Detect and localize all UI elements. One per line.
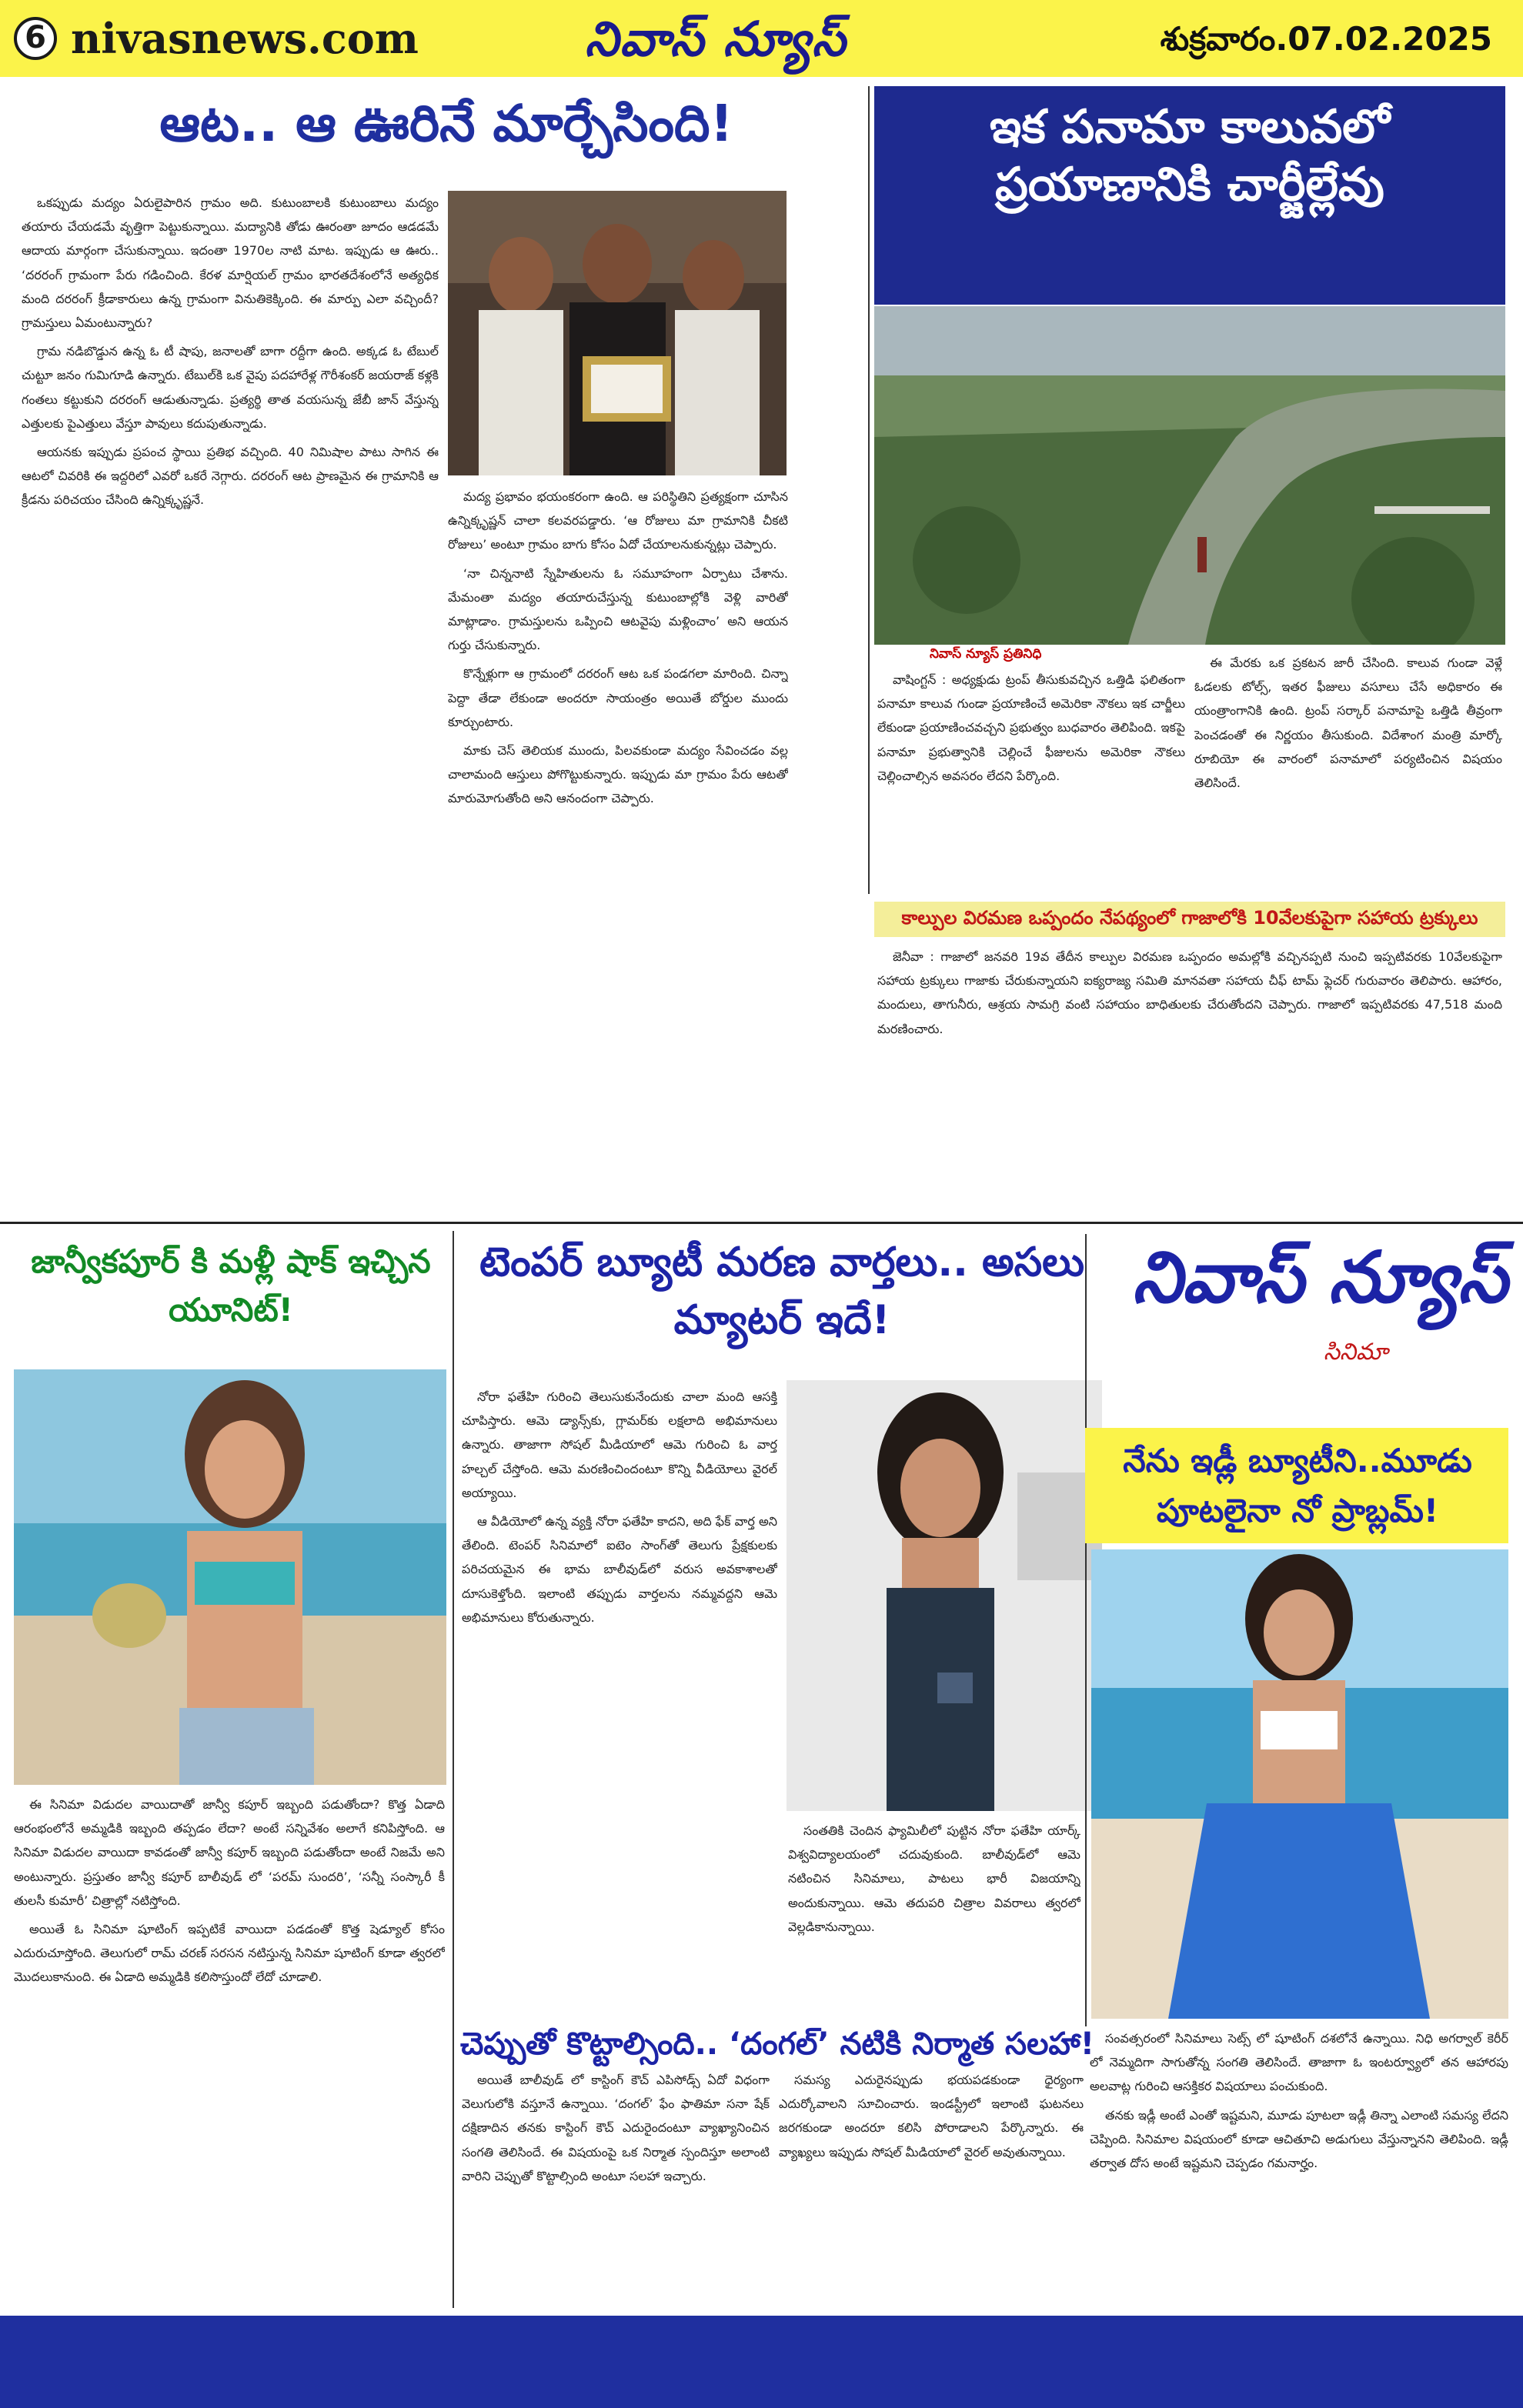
paragraph: వాషింగ్టన్ : అధ్యక్షుడు ట్రంప్ తీసుకువచ్చిన ఒత్తిడి ఫలితంగా పనామా కాలువ గుండా ప్రయాణించే అమెరికా నౌకలు ఇక చార్జీలు లేకుండా ప్రయాణించవచ్చని ప్రభుత్వం బుధవారం తెలిపింది. ఇకపై పనామా ప్రభుత్వానికి చెల్లించే ఫీజులను అమెరికా నౌకలు చెల్లించాల్సిన అవసరం లేదని పేర్కొంది. [877, 672, 1185, 783]
nora-photo-illustration [787, 1380, 1102, 1811]
actress-beach-photo [1091, 1549, 1508, 2019]
panama-story-col1 [877, 668, 1185, 899]
gaza-story-body [877, 945, 1502, 1206]
paragraph: గ్రామ నడిబొడ్డున ఉన్న ఓ టీ షాపు, జనాలతో బాగా రద్దీగా ఉంది. అక్కడ ఓ టేబుల్ చుట్టూ జనం గుమిగూడి ఉన్నారు. టేబుల్‌కి ఒక వైపు పదహారేళ్ల గౌరీశంకర్ జయరాజ్ కళ్లకి గంతలు కట్టుకుని దరరంగ్ ఆడుతున్నాడు. ప్రత్యర్థి తాత వయసున్న జేబీ జాన్ వేస్తున్న ఎత్తులకు పైఎత్తులు వేస్తూ పావులు కదుపుతున్నాడు. [22, 344, 439, 431]
paragraph: ఆ వీడియోలో ఉన్న వ్యక్తి నోరా ఫతేహి కాదని, అది ఫేక్ వార్త అని తేలింది. టెంపర్ సినిమాలో ఐటెం సాంగ్‌తో తెలుగు ప్రేక్షకులకు పరిచయమైన ఈ భామ బాలీవుడ్‌లో వరుస అవకాశాలతో దూసుకెళ్తోంది. ఇలాంటి తప్పుడు వార్తలను నమ్మవద్దని ఆమె అభిమానులు కోరుతున్నారు. [462, 1513, 777, 1625]
masthead [0, 0, 1523, 77]
village-photo-illustration [448, 191, 787, 475]
paragraph: నోరా ఫతేహి గురించి తెలుసుకునేందుకు చాలా మంది ఆసక్తి చూపిస్తారు. ఆమె డ్యాన్స్‌కు, గ్లామర్‌కు లక్షలాది అభిమానులు ఉన్నారు. తాజాగా సోషల్ మీడియాలో ఆమె గురించి ఓ వార్త హల్చల్ చేస్తోంది. ఆమె మరణించిందంటూ కొన్ని వీడియోలు వైరల్ అయ్యాయి. [462, 1389, 777, 1500]
nora-story-col2 [788, 1819, 1080, 2019]
dangal-story-col2 [779, 2068, 1084, 2306]
idli-story-body [1090, 2026, 1508, 2308]
section-divider [0, 1222, 1523, 1224]
column-divider [453, 1231, 454, 2308]
paper-name: నివాస్ న్యూస్ [585, 11, 847, 67]
paragraph: సమస్య ఎదురైనప్పుడు భయపడకుండా ధైర్యంగా ఎదుర్కోవాలని సూచించారు. ఇండస్ట్రీలో ఇలాంటి ఘటనలు జరగకుండా అందరూ కలిసి పోరాడాలని పేర్కొన్నారు. ఈ వ్యాఖ్యలు ఇప్పుడు సోషల్ మీడియాలో వైరల్ అవుతున్నాయి. [779, 2073, 1084, 2160]
footer-band [0, 2316, 1523, 2408]
paragraph: మాకు చెస్ తెలియక ముందు, పిలవకుండా మద్యం సేవించడం వల్ల చాలామంది ఆస్తులు పోగొట్టుకున్నారు. ఇప్పుడు మా గ్రామం పేరు ఆటతో మారుమోగుతోంది అని ఆనందంగా చెప్పారు. [448, 742, 788, 806]
panama-canal-photo [874, 306, 1505, 645]
nora-event-photo [787, 1380, 1102, 1811]
village-men-with-award-photo [448, 191, 787, 475]
janhvi-photo-illustration [14, 1369, 446, 1785]
paragraph: కొన్నేళ్లుగా ఆ గ్రామంలో దరరంగ్ ఆట ఒక పండగలా మారింది. చిన్నా పెద్దా తేడా లేకుండా అందరూ సాయంత్రం అయితే బోర్డుల ముందు కూర్చుంటారు. [448, 666, 788, 729]
gaza-story-headline: కాల్పుల విరమణ ఒప్పందం నేపథ్యంలో గాజాలోకి 10వేలకుపైగా సహాయ ట్రక్కులు [901, 907, 1478, 929]
actress-photo-illustration [1091, 1549, 1508, 2019]
dangal-story-col1 [462, 2068, 770, 2306]
village-story-headline: ఆట.. ఆ ఊరినే మార్చేసింది! [159, 94, 733, 153]
idli-story-headline: నేను ఇడ్లీ బ్యూటీని..మూడు పూటలైనా నో ప్రాబ్లమ్! [1123, 1442, 1472, 1530]
panama-byline: నివాస్ న్యూస్ ప్రతినిధి [930, 646, 1042, 662]
paragraph: ఆయనకు ఇప్పుడు ప్రపంచ స్థాయి ప్రతిభ వచ్చింది. 40 నిమిషాల పాటు సాగిన ఈ ఆటలో చివరికి ఈ ఇద్దరిలో ఎవరో ఒకరే నెగ్గారు. దరరంగ్ ఆట ప్రాణమైన ఈ గ్రామానికి ఆ క్రీడను పరిచయం చేసింది ఉన్నిక్కృష్ణనే. [22, 444, 439, 508]
paragraph: మద్య ప్రభావం భయంకరంగా ఉంది. ఆ పరిస్థితిని ప్రత్యక్షంగా చూసిన ఉన్నిక్కృష్ణన్ చాలా కలవరపడ్డారు. ‘ఆ రోజులు మా గ్రామానికి చీకటి రోజులు’ అంటూ గ్రామం బాగు కోసం ఏదో చేయాలనుకున్నట్లు చెప్పారు. [448, 489, 788, 552]
paragraph: ఒకప్పుడు మద్యం ఏరులైపారిన గ్రామం అది. కుటుంబాలకి కుటుంబాలు మద్యం తయారు చేయడమే వృత్తిగా పెట్టుకున్నాయి. మద్యానికి తోడు ఊరంతా జూదం ఆడడమే ఆదాయ మార్గంగా చేసుకున్నాయి. ఇదంతా 1970ల నాటి మాట. ఇప్పుడు ఆ ఊరు.. ‘దరరంగ్ గ్రామంగా పేరు గడించింది. కేరళ మార్షియల్ గ్రామం భారతదేశంలోనే అత్యధిక మంది దరరంగ్ క్రీడాకారులు ఉన్న గ్రామంగా వినుతికెక్కింది. ఈ మార్పు ఎలా వచ్చిందీ? గ్రామస్తులు ఏమంటున్నారు? [22, 195, 439, 330]
paragraph: ‘నా చిన్ననాటి స్నేహితులను ఓ సమూహంగా ఏర్పాటు చేశాను. మేమంతా మద్యం తయారుచేస్తున్న కుటుంబాల్లోకి వెళ్లి వారితో మాట్లాడాం. గ్రామస్తులను ఒప్పించి ఆటవైపు మళ్లించాం’ అని ఆయన గుర్తు చేసుకున్నారు. [448, 565, 788, 653]
janhvi-story-body [14, 1793, 445, 2308]
janhvi-beach-photo [14, 1369, 446, 1785]
panama-photo-illustration [874, 306, 1505, 645]
page-number: 6 [14, 17, 57, 60]
column-divider [868, 86, 870, 894]
panama-story-col2 [1194, 651, 1502, 899]
nora-story-headline: టెంపర్ బ్యూటీ మరణ వార్తలు.. అసలు మ్యాటర్ ఇదే! [479, 1239, 1084, 1344]
site-url[interactable]: nivasnews.com [71, 14, 419, 63]
panama-story-headline: ఇక పనామా కాలువలో ప్రయాణానికి చార్జీల్లేవు [989, 100, 1391, 212]
village-story-col2 [448, 485, 788, 1008]
column-divider [1085, 1234, 1087, 2026]
dangal-story-headline: చెప్పుతో కొట్టాల్సింది.. ‘దంగల్’ నటికి నిర్మాత సలహా! [459, 2026, 1094, 2062]
paragraph: అయితే బాలీవుడ్ లో కాస్టింగ్ కౌచ్ ఎపిసోడ్స్ ఏదో విధంగా వెలుగులోకి వస్తూనే ఉన్నాయి. ‘దంగల్’ ఫేం ఫాతిమా సనా షేక్ దక్షిణాదిన తనకు కాస్టింగ్ కౌచ్ ఎదురైందంటూ వ్యాఖ్యానించిన సంగతి తెలిసిందే. ఈ విషయంపై ఒక నిర్మాత స్పందిస్తూ అలాంటి వారిని చెప్పుతో కొట్టాల్సింది అంటూ సలహా ఇచ్చారు. [462, 2073, 770, 2183]
paragraph: తనకు ఇడ్లీ అంటే ఎంతో ఇష్టమని, మూడు పూటలా ఇడ్లీ తిన్నా ఎలాంటి సమస్య లేదని చెప్పింది. సినిమాల విషయంలో కూడా ఆచితూచి అడుగులు వేస్తున్నానని తెలిపింది. ఇడ్లీ తర్వాత దోస అంటే ఇష్టమని చెప్పడం గమనార్హం. [1090, 2107, 1508, 2170]
cinema-section-brand: నివాస్ న్యూస్ [1132, 1236, 1508, 1319]
issue-date: శుక్రవారం.07.02.2025 [1160, 20, 1492, 58]
paragraph: సంవత్సరంలో సినిమాలు సెట్స్ లో షూటింగ్ దశలోనే ఉన్నాయి. నిధి అగర్వాల్ కెరీర్ లో నెమ్మదిగా సాగుతోన్న సంగతి తెలిసిందే. తాజాగా ఓ ఇంటర్వ్యూలో తన ఆహారపు అలవాట్ల గురించి ఆసక్తికర విషయాలు పంచుకుంది. [1090, 2031, 1508, 2094]
paragraph: ఈ సినిమా విడుదల వాయిదాతో జాన్వీ కపూర్ ఇబ్బంది పడుతోందా? కొత్త ఏడాది ఆరంభంలోనే అమ్మడికి ఇబ్బంది తప్పడం లేదా? అంటే సన్నివేశం అలాగే కనిపిస్తోంది. ఆ సినిమా విడుదల వాయిదా కావడంతో జాన్వీ కపూర్ ఇబ్బంది పడుతోందా అంటే నిజమే అని అంటున్నారు. ప్రస్తుతం జాన్వీ కపూర్ బాలీవుడ్ లో ‘పరమ్ సుందరి’, ‘సన్నీ సంస్కారీ కీ తులసీ కుమారీ’ చిత్రాల్లో నటిస్తోంది. [14, 1797, 445, 1908]
paragraph: అయితే ఓ సినిమా షూటింగ్ ఇప్పటికే వాయిదా పడడంతో కొత్త షెడ్యూల్ కోసం ఎదురుచూస్తోంది. తెలుగులో రామ్ చరణ్ సరసన నటిస్తున్న సినిమా షూటింగ్ కూడా త్వరలో మొదలుకానుంది. ఈ ఏడాది అమ్మడికి కలిసొస్తుందో లేదో చూడాలి. [14, 1921, 445, 1985]
cinema-section-label: సినిమా [1324, 1339, 1388, 1366]
paragraph: సంతతికి చెందిన ఫ్యామిలీలో పుట్టిన నోరా ఫతేహి యార్క్ విశ్వవిద్యాలయంలో చదువుకుంది. బాలీవుడ్‌లో ఆమె నటించిన సినిమాలు, పాటలు భారీ విజయాన్ని అందుకున్నాయి. ఆమె తదుపరి చిత్రాల వివరాలు త్వరలో వెల్లడికానున్నాయి. [788, 1823, 1080, 1934]
janhvi-story-headline: జాన్వీకపూర్ కి మళ్లీ షాక్ ఇచ్చిన యూనిట్! [31, 1242, 431, 1329]
nora-story-col1 [462, 1385, 777, 2016]
paragraph: జెనీవా : గాజాలో జనవరి 19వ తేదీన కాల్పుల విరమణ ఒప్పందం అమల్లోకి వచ్చినప్పటి నుంచి ఇప్పటివరకు 10వేలకుపైగా సహాయ ట్రక్కులు గాజాకు చేరుకున్నాయని ఐక్యరాజ్య సమితి మానవతా సహాయ చీఫ్ టామ్ ఫ్లెచర్ గురువారం తెలిపారు. ఆహారం, మందులు, తాగునీరు, ఆశ్రయ సామగ్రి వంటి సహాయం బాధితులకు చేరుతోందని చెప్పారు. గాజాలో ఇప్పటివరకు 47,518 మంది మరణించారు. [877, 949, 1502, 1036]
village-story-col1 [22, 191, 439, 1006]
paragraph: ఈ మేరకు ఒక ప్రకటన జారీ చేసింది. కాలువ గుండా వెళ్లే ఓడలకు టోల్స్, ఇతర ఫీజులు వసూలు చేసే అధికారం ఈ యంత్రాంగానికి ఉంది. ట్రంప్ సర్కార్ పనామాపై ఒత్తిడి తీవ్రంగా పెంచడంతో ఈ నిర్ణయం తీసుకుంది. విదేశాంగ మంత్రి మార్కో రూబియో ఈ వారంలో పనామాలో పర్యటించిన విషయం తెలిసిందే. [1194, 655, 1502, 790]
